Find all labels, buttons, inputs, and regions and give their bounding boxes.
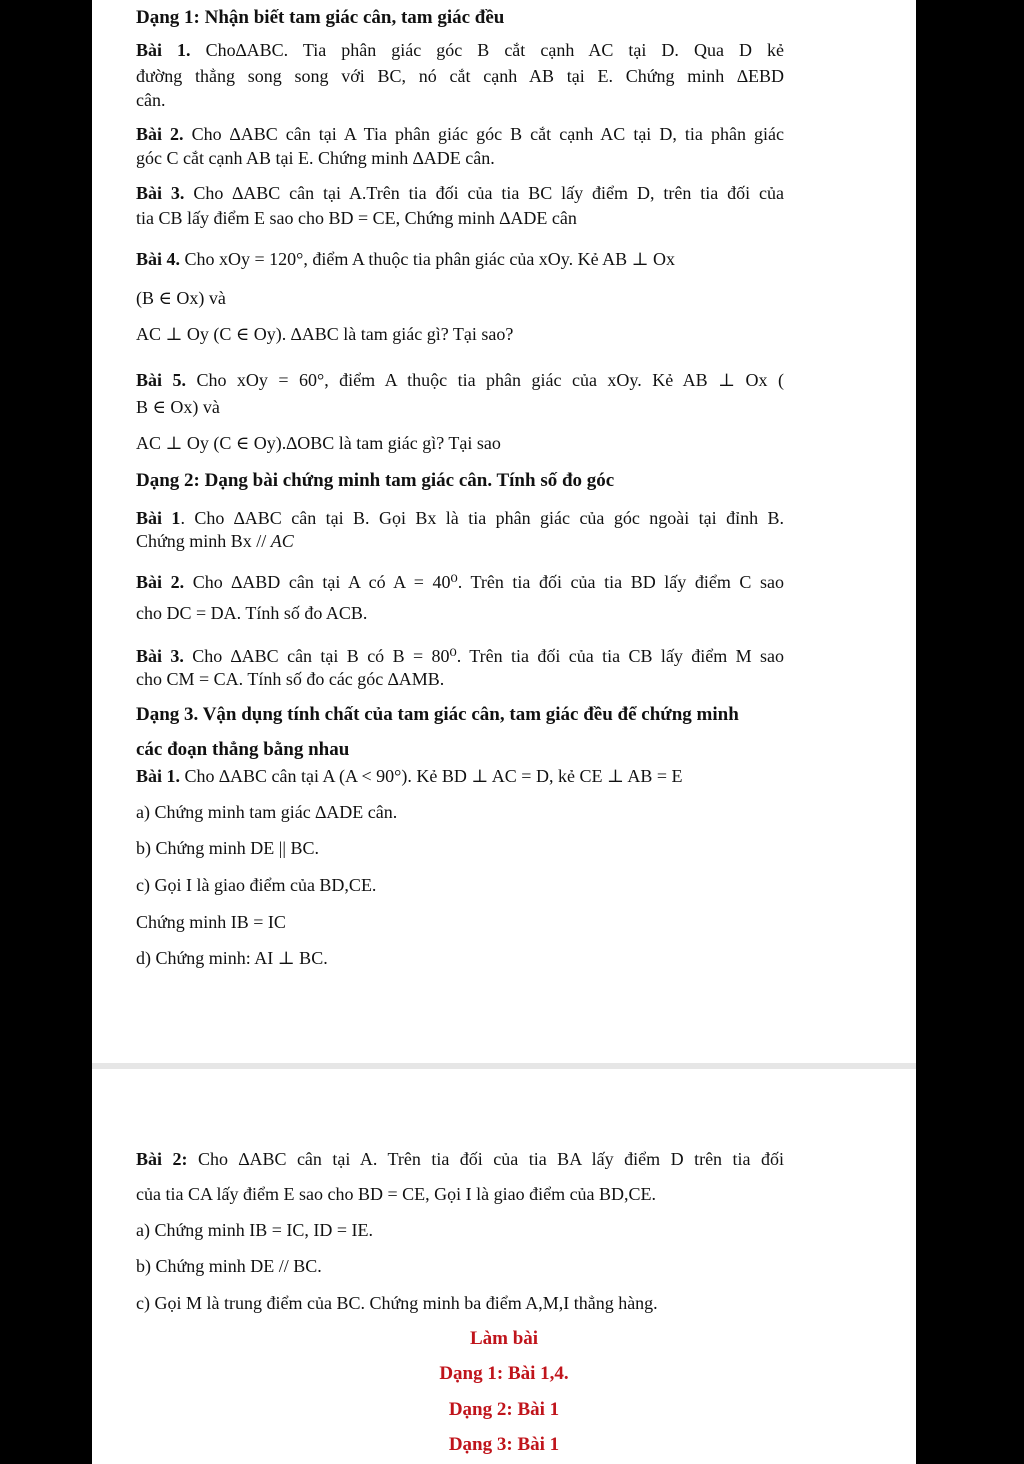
bai-label: Bài 5. [136, 370, 186, 390]
bai-label: Bài 3. [136, 646, 184, 666]
bai-label: Bài 2. [136, 572, 185, 592]
lam-bai-item-1: Dạng 1: Bài 1,4. [439, 1363, 569, 1384]
dang1-heading: Dạng 1: Nhận biết tam giác cân, tam giác đều [136, 7, 505, 28]
dang1-bai5-line1 [136, 369, 784, 391]
dang2-bai3-line2: cho CM = CA. Tính số đo các góc ∆AMB. [136, 669, 445, 689]
bai-text: Cho ∆ABC cân tại A (A < 90°). Kẻ BD ⊥ AC = D, kẻ CE ⊥ AB = E [184, 766, 683, 786]
dang1-bai5-line3: AC ⊥ Oy (C ∈ Oy).∆OBC là tam giác gì? Tại sao [136, 433, 501, 453]
dang3-bai2-c: c) Gọi M là trung điểm của BC. Chứng minh ba điểm A,M,I thẳng hàng. [136, 1293, 658, 1313]
bai-text: Cho xOy = 120°, điểm A thuộc tia phân giác của xOy. Kẻ AB ⊥ Ox [184, 249, 676, 269]
dang1-bai4-line1 [136, 248, 675, 270]
dang3-heading-line2: các đoạn thẳng bằng nhau [136, 739, 350, 760]
dang3-bai1-a: a) Chứng minh tam giác ∆ADE cân. [136, 802, 398, 822]
dang3-bai1-d: d) Chứng minh: AI ⊥ BC. [136, 948, 328, 968]
dang1-bai5-line2: B ∈ Ox) và [136, 397, 220, 417]
dang3-bai2-line2: của tia CA lấy điểm E sao cho BD = CE, Gọi I là giao điểm của BD,CE. [136, 1184, 657, 1204]
lam-bai-title: Làm bài [469, 1328, 539, 1349]
dang3-bai1-c2: Chứng minh IB = IC [136, 912, 286, 932]
dang3-bai2-line1 [136, 1148, 784, 1170]
bai-label: Bài 3. [136, 183, 185, 203]
lam-bai-item-3: Dạng 3: Bài 1 [448, 1434, 560, 1455]
dang1-bai1-line2: đường thẳng song song với BC, nó cắt cạnh AB tại E. Chứng minh ∆EBD [136, 66, 784, 86]
dang1-bai2-line1 [136, 123, 784, 145]
lam-bai-item-2: Dạng 2: Bài 1 [448, 1399, 560, 1420]
dang1-bai3-line1 [136, 182, 784, 204]
dang3-bai1-c: c) Gọi I là giao điểm của BD,CE. [136, 875, 377, 895]
dang1-bai2-line2: góc C cắt cạnh AB tại E. Chứng minh ∆ADE cân. [136, 148, 495, 168]
dang2-bai2-line1 [136, 571, 784, 593]
bai-label: Bài 1 [136, 508, 181, 528]
dang1-bai4-line2: (B ∈ Ox) và [136, 288, 226, 308]
dang2-bai1-line2 [136, 530, 294, 552]
dang3-bai1-b: b) Chứng minh DE || BC. [136, 838, 319, 858]
bai-text: Cho ∆ABC cân tại A. Trên tia đối của tia BA lấy điểm D trên tia đối [197, 1149, 784, 1169]
bai-text: Cho ∆ABD cân tại A có A = 40⁰. Trên tia đối của tia BD lấy điểm C sao [192, 572, 785, 592]
dang3-bai1-line1 [136, 765, 683, 787]
dang3-bai2-a: a) Chứng minh IB = IC, ID = IE. [136, 1220, 374, 1240]
bai-text: Cho xOy = 60°, điểm A thuộc tia phân giác của xOy. Kẻ AB ⊥ Ox ( [196, 370, 784, 390]
bai-text-italic: AC [270, 531, 294, 551]
bai-text: Cho ∆ABC cân tại A.Trên tia đối của tia BC lấy điểm D, trên tia đối của [193, 183, 785, 203]
bai-label: Bài 1. [136, 40, 191, 60]
dang3-heading-line1: Dạng 3. Vận dụng tính chất của tam giác cân, tam giác đều để chứng minh [136, 704, 739, 725]
dang2-bai3-line1 [136, 645, 784, 667]
dang1-bai3-line2: tia CB lấy điểm E sao cho BD = CE, Chứng minh ∆ADE cân [136, 208, 577, 228]
dang2-heading: Dạng 2: Dạng bài chứng minh tam giác cân. Tính số đo góc [136, 470, 615, 491]
bai-label: Bài 2: [136, 1149, 188, 1169]
dang1-bai1-line1 [136, 39, 784, 61]
bai-text: Chứng minh Bx // [136, 531, 271, 551]
bai-text: . Cho ∆ABC cân tại B. Gọi Bx là tia phân giác của góc ngoài tại đỉnh B. [180, 508, 784, 528]
bai-text: Cho ∆ABC cân tại A Tia phân giác góc B cắt cạnh AC tại D, tia phân giác [191, 124, 784, 144]
bai-label: Bài 2. [136, 124, 184, 144]
dang2-bai1-line1 [136, 507, 784, 529]
bai-label: Bài 4. [136, 249, 181, 269]
bai-label: Bài 1. [136, 766, 181, 786]
dang1-bai1-line3: cân. [136, 90, 166, 110]
dang1-bai4-line3: AC ⊥ Oy (C ∈ Oy). ∆ABC là tam giác gì? Tại sao? [136, 324, 514, 344]
dang3-bai2-b: b) Chứng minh DE // BC. [136, 1256, 322, 1276]
bai-text: Cho∆ABC. Tia phân giác góc B cắt cạnh AC tại D. Qua D kẻ [205, 40, 784, 60]
dang2-bai2-line2: cho DC = DA. Tính số đo ACB. [136, 603, 368, 623]
bai-text: Cho ∆ABC cân tại B có B = 80⁰. Trên tia đối của tia CB lấy điểm M sao [192, 646, 784, 666]
